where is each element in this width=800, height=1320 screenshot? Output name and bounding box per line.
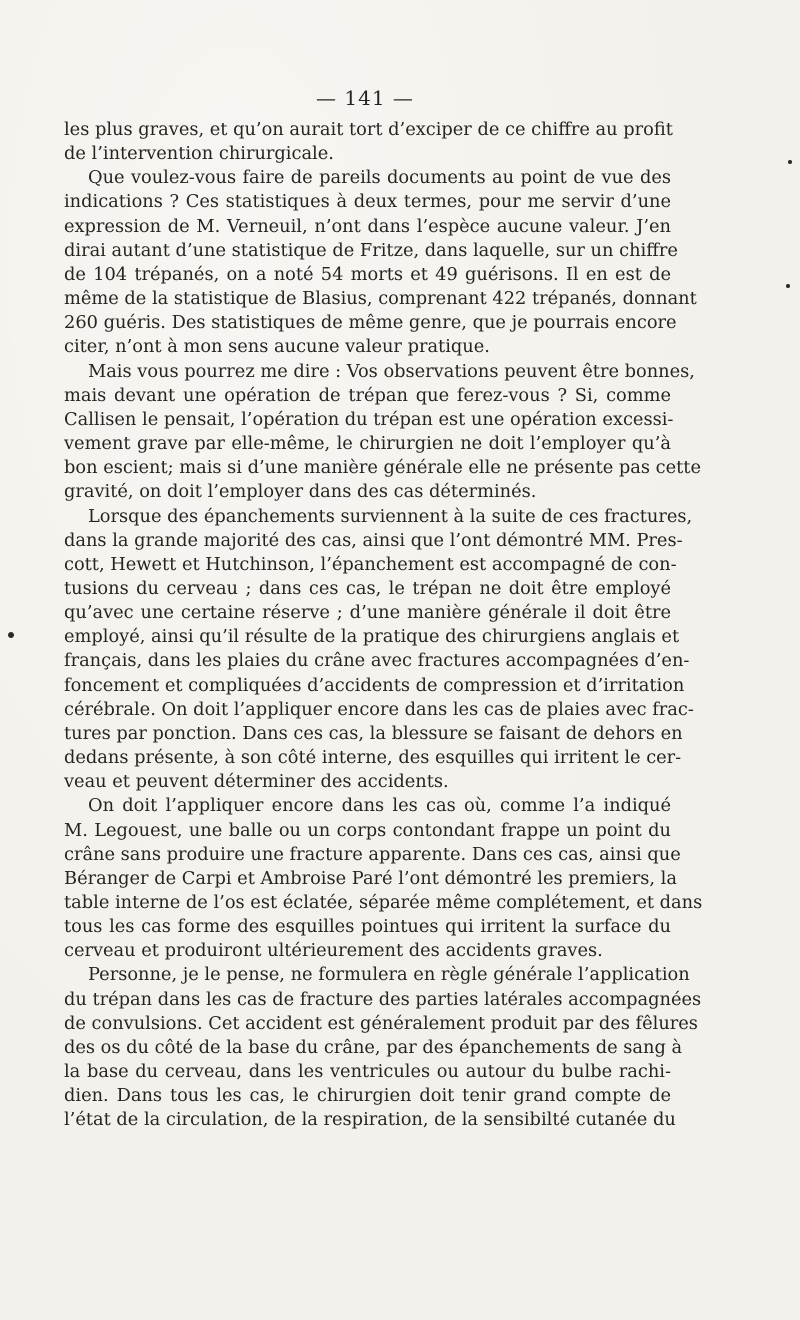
text-line: Mais vous pourrez me dire : Vos observations peuvent être bonnes, — [88, 360, 695, 382]
text-line: gravité, on doit l’employer dans des cas déterminés. — [64, 481, 537, 503]
text-line: tous les cas forme des esquilles pointues qui irritent la surface du — [64, 916, 671, 938]
text-line: Lorsque des épanchements surviennent à la suite de ces fractures, — [88, 505, 693, 527]
text-line: citer, n’ont à mon sens aucune valeur pratique. — [64, 336, 490, 358]
text-line: expression de M. Verneuil, n’ont dans l’espèce aucune valeur. J’en — [64, 215, 671, 237]
text-line: Callisen le pensait, l’opération du trépan est une opération excessi- — [64, 408, 674, 430]
paragraph — [64, 505, 694, 795]
paragraph — [64, 166, 697, 359]
text-line: vement grave par elle-même, le chirurgien ne doit l’employer qu’à — [64, 433, 671, 455]
text-line: de 104 trépanés, on a noté 54 morts et 49 guérisons. Il en est de — [64, 263, 671, 285]
text-line: dirai autant d’une statistique de Fritze, dans laquelle, sur un chiffre — [64, 239, 678, 261]
ink-speck — [788, 160, 792, 164]
page-number: — 141 — — [316, 86, 414, 110]
text-line: crâne sans produire une fracture apparente. Dans ces cas, ainsi que — [64, 843, 681, 865]
text-line: Personne, je le pense, ne formulera en règle générale l’application — [88, 964, 690, 986]
text-line: des os du côté de la base du crâne, par des épanchements de sang à — [64, 1036, 683, 1058]
text-line: l’état de la circulation, de la respiration, de la sensibilté cutanée du — [64, 1109, 676, 1131]
text-line: mais devant une opération de trépan que ferez-vous ? Si, comme — [64, 384, 671, 406]
text-line: M. Legouest, une balle ou un corps contondant frappe un point du — [64, 819, 671, 841]
text-line: tures par ponction. Dans ces cas, la blessure se faisant de dehors en — [64, 722, 683, 744]
text-line: On doit l’appliquer encore dans les cas où, comme l’a indiqué — [88, 795, 671, 817]
body-text — [64, 118, 703, 1133]
text-line: indications ? Ces statistiques à deux termes, pour me servir d’une — [64, 191, 671, 213]
text-line: employé, ainsi qu’il résulte de la pratique des chirurgiens anglais et — [64, 626, 680, 648]
text-line: tusions du cerveau ; dans ces cas, le trépan ne doit être employé — [64, 577, 671, 599]
text-line: bon escient; mais si d’une manière générale elle ne présente pas cette — [64, 457, 701, 479]
text-line: français, dans les plaies du crâne avec fractures accompagnées d’en- — [64, 650, 690, 672]
text-line: de l’intervention chirurgicale. — [64, 143, 334, 165]
text-line: Que voulez-vous faire de pareils documents au point de vue des — [88, 167, 671, 189]
text-line: veau et peuvent déterminer des accidents. — [64, 771, 449, 793]
text-line: cerveau et produiront ultérieurement des accidents graves. — [64, 940, 603, 962]
paragraph — [64, 360, 701, 505]
text-line: du trépan dans les cas de fracture des parties latérales accompagnées — [64, 988, 702, 1010]
text-line: dans la grande majorité des cas, ainsi que l’ont démontré MM. Pres- — [64, 529, 683, 551]
paragraph — [64, 963, 702, 1132]
text-line: Béranger de Carpi et Ambroise Paré l’ont démontré les premiers, la — [64, 867, 677, 889]
text-line: dedans présente, à son côté interne, des esquilles qui irritent le cer- — [64, 747, 682, 769]
text-line: même de la statistique de Blasius, comprenant 422 trépanés, donnant — [64, 288, 697, 310]
text-line: la base du cerveau, dans les ventricules ou autour du bulbe rachi- — [64, 1061, 671, 1083]
text-line: 260 guéris. Des statistiques de même genre, que je pourrais encore — [64, 312, 677, 334]
text-line: dien. Dans tous les cas, le chirurgien doit tenir grand compte de — [64, 1085, 671, 1107]
text-line: foncement et compliquées d’accidents de compression et d’irritation — [64, 674, 685, 696]
text-line: table interne de l’os est éclatée, séparée même complétement, et dans — [64, 892, 703, 913]
text-line: cott, Hewett et Hutchinson, l’épanchement est accompagné de con- — [64, 553, 677, 575]
paragraph — [64, 794, 703, 963]
paragraph — [64, 118, 671, 166]
text-line: de convulsions. Cet accident est généralement produit par des fêlures — [64, 1012, 698, 1034]
text-line: les plus graves, et qu’on aurait tort d’exciper de ce chiffre au profit — [64, 119, 673, 140]
ink-speck — [786, 284, 790, 288]
text-line: cérébrale. On doit l’appliquer encore dans les cas de plaies avec frac- — [64, 698, 694, 720]
text-line: qu’avec une certaine réserve ; d’une manière générale il doit être — [64, 602, 671, 624]
ink-speck — [8, 632, 14, 638]
